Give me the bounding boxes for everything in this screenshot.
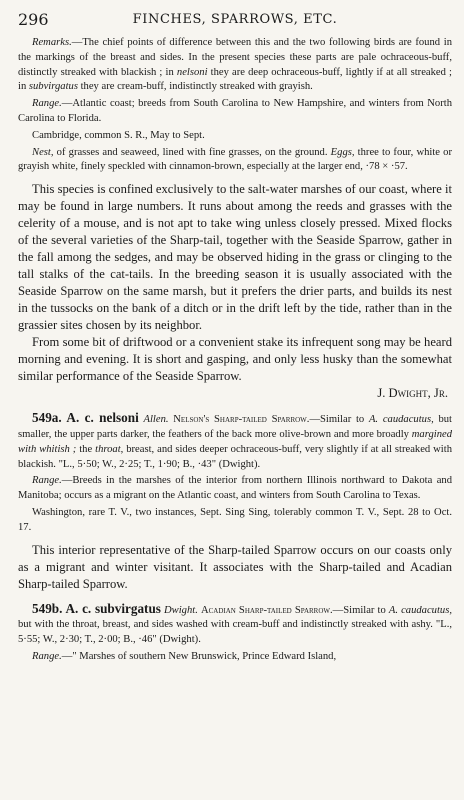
entry-name: A. c. subvirgatus — [65, 600, 161, 616]
remarks-paragraph — [18, 36, 452, 95]
entry-author: Dwight. — [164, 604, 198, 616]
remarks-text: —The chief points of difference between this and the two following birds are found in the markings of the breast and sides. In the present species these parts are pale ochraceous-buff, distinctly streaked with blackish ; in — [18, 37, 452, 78]
entry-549a-paragraph — [18, 411, 452, 472]
nest-text: of grasses and seaweed, lined with fine grasses, on the ground. — [53, 146, 331, 158]
cambridge-note: Cambridge, common S. R., May to Sept. — [32, 129, 205, 141]
entry-common-name: Acadian Sharp-tailed Sparrow. — [200, 604, 333, 616]
entry-common-name: Nelson's Sharp-tailed Sparrow. — [173, 414, 310, 426]
entry-name: A. c. nelsoni — [66, 410, 139, 426]
range-text-1: —Atlantic coast; breeds from South Carolina to New Hampshire, and winters from North Carolina to Florida. — [18, 98, 452, 124]
main-text — [18, 181, 452, 402]
range-text-2: —Breeds in the marshes of the interior from northern Illinois northward to Dakota and Manitoba; occurs as a migrant on the Atlantic coast, and winters from South Carolina to Texas. — [18, 475, 452, 502]
entry-549b-paragraph — [18, 602, 452, 648]
range-paragraph-1 — [18, 97, 452, 127]
running-title: FINCHES, SPARROWS, ETC. — [132, 12, 338, 27]
entry-text-4: breast, and sides deeper ochraceous-buff, very slightly if at all streaked with blackish. "L., 5·50; W., 2·25; T., 1·90; B., ·43" (Dwight). — [18, 443, 452, 470]
nest-label: Nest, — [32, 146, 54, 158]
body-paragraph-2 — [18, 334, 452, 385]
page-number: 296 — [18, 10, 49, 29]
main-text-2 — [18, 542, 452, 593]
entry-549a — [18, 411, 452, 535]
range-label-1: Range. — [32, 98, 62, 110]
range-label-3: Range. — [32, 650, 62, 662]
entry-emphasis-2: throat, — [95, 443, 124, 455]
entry-number: 549a. — [32, 410, 62, 426]
entry-549b — [18, 602, 452, 665]
entry-text-3: the — [76, 443, 96, 455]
range-paragraph-2 — [18, 474, 452, 504]
nest-paragraph — [18, 146, 452, 176]
remarks-text-2: they are deep ochraceous-buff, lightly if at all streaked ; in — [18, 66, 452, 93]
entry-species-ref: A. caudacutus, — [388, 604, 452, 616]
range-label-2: Range. — [32, 475, 62, 487]
remarks-label: Remarks. — [32, 37, 72, 48]
eggs-label: Eggs, — [330, 146, 355, 158]
washington-note: Washington, rare T. V., two instances, Sept. Sing Sing, tolerably common T. V., Sept. 28 to Oct. 17. — [18, 506, 452, 533]
remarks-block — [18, 36, 452, 175]
entry-author: Allen. — [143, 414, 169, 426]
eggs-text: three to four, white or grayish white, finely speckled with cinnamon-brown, especially at the larger end, ·78 × ·57. — [18, 146, 453, 173]
remarks-text-3: they are cream-buff, indistinctly streaked with grayish. — [77, 81, 313, 93]
body-paragraph-2-text: From some bit of driftwood or a convenient stake its infrequent song may be heard morning and evening. It is short and gasping, and only less husky than the somewhat similar performance of the Seaside Sparrow. — [18, 335, 452, 384]
entry-text-2: but smaller, the upper parts darker, the feathers of the back more olive-brown and more broadly — [18, 414, 453, 440]
entry-text: —Similar to — [332, 604, 389, 616]
page-header — [18, 0, 452, 36]
entry-emphasis: margined with whitish ; — [18, 428, 452, 455]
body-paragraph-3: This interior representative of the Sharp-tailed Sparrow occurs on our coasts only as a migrant and winter visitant. It associates with the Sharp-tailed and Acadian Sharp-tailed Sparrow. — [18, 542, 452, 591]
remarks-subvirgatus: subvirgatus — [28, 81, 78, 93]
entry-number: 549b. — [32, 600, 63, 616]
range-text-3: —" Marshes of southern New Brunswick, Prince Edward Island, — [61, 650, 337, 662]
body-paragraph-1: This species is confined exclusively to the salt-water marshes of our coast, where it may be found in large numbers. It runs about among the reeds and grasses with the celerity of a mouse, and is not apt to take wing unless closely pressed. Mixed flocks of the several varieties of the Sharp-tail, together with the Seaside Sparrow, gather in the fall among the sedges, and may be observed hiding in the grass or clinging to the tall stalks of the cat-tails. In the breeding season it is usually associated with the Seaside Sparrow on the same marsh, but it prefers the drier parts, and builds its nest in the tussocks on the bank of a ditch or in the drift left by the tide, rather than in the grassier sites chosen by its neighbor. — [18, 182, 452, 333]
entry-text: —Similar to — [309, 414, 369, 426]
range-paragraph-3 — [18, 650, 452, 665]
entry-text-2: but with the throat, breast, and sides washed with cream-buff and indistinctly streaked with ashy. "L., 5·55; W., 2·30; T., 2·00; B., ·46" (Dwight). — [18, 619, 452, 646]
remarks-nelsoni: nelsoni — [176, 66, 208, 78]
entry-species-ref: A. caudacutus, — [368, 414, 434, 426]
author-signature: J. Dwight, Jr. — [377, 386, 448, 401]
